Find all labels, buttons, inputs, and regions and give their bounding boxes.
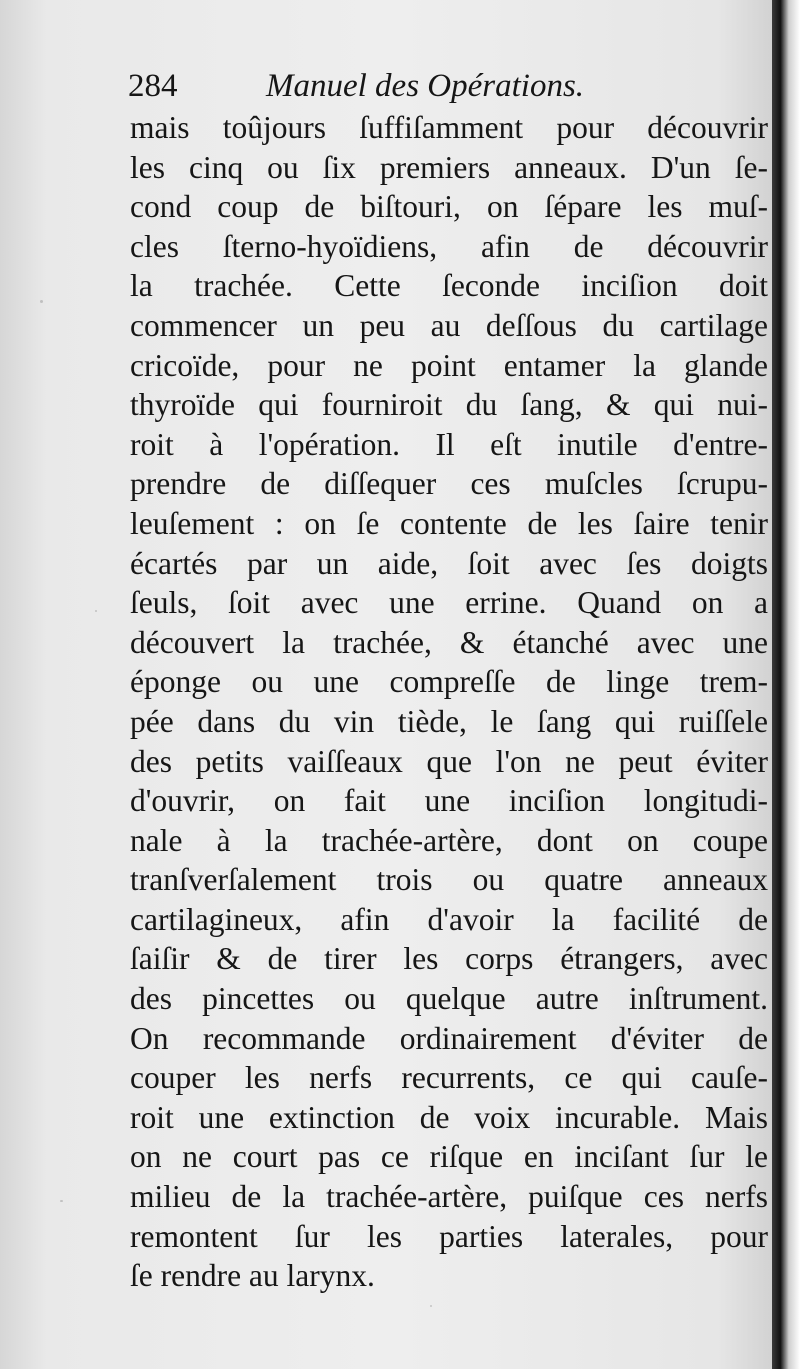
text-line: d'ouvrir, on fait une inciſion longitudi-: [130, 783, 768, 819]
text-line: cricoïde, pour ne point entamer la glande: [130, 347, 768, 383]
text-line: nale à la trachée-artère, dont on coupe: [130, 822, 768, 858]
text-line: thyroïde qui fourniroit du ſang, & qui nui-: [130, 387, 768, 423]
text-line: prendre de diſſequer ces muſcles ſcrupu-: [130, 466, 768, 502]
text-line: ſaiſir & de tirer les corps étrangers, avec: [130, 941, 768, 977]
page-edge-shadow: [772, 0, 800, 1369]
paper-speck: [40, 300, 43, 303]
text-line: milieu de la trachée-artère, puiſque ces nerfs: [130, 1179, 768, 1215]
text-line: des petits vaiſſeaux que l'on ne peut éviter: [130, 743, 768, 779]
running-title: Manuel des Opérations.: [266, 68, 585, 104]
paper-speck: [430, 1305, 432, 1307]
text-line: couper les nerfs recurrents, ce qui cauſe-: [130, 1060, 768, 1096]
text-line: cartilagineux, afin d'avoir la facilité de: [130, 901, 768, 937]
text-line: leuſement : on ſe contente de les ſaire tenir: [130, 505, 768, 541]
text-line: on ne court pas ce riſque en inciſant ſur le: [130, 1139, 768, 1175]
text-line: découvert la trachée, & étanché avec une: [130, 624, 768, 660]
text-line: mais toûjours ſuffiſamment pour découvrir: [130, 110, 768, 145]
text-line: roit une extinction de voix incurable. Mais: [130, 1099, 768, 1135]
text-line: la trachée. Cette ſeconde inciſion doit: [130, 268, 768, 304]
text-line: cles ſterno-hyoïdiens, afin de découvrir: [130, 228, 768, 264]
text-line: On recommande ordinairement d'éviter de: [130, 1020, 768, 1056]
text-line: les cinq ou ſix premiers anneaux. D'un ſe-: [130, 149, 768, 185]
text-line: écartés par un aide, ſoit avec ſes doigts: [130, 545, 768, 581]
text-line: cond coup de biſtouri, on ſépare les muſ-: [130, 189, 768, 225]
body-text: [130, 108, 768, 1296]
text-line: remontent ſur les parties laterales, pour: [130, 1218, 768, 1254]
text-line: roit à l'opération. Il eſt inutile d'entre-: [130, 426, 768, 462]
text-line: ſe rendre au larynx.: [130, 1258, 375, 1294]
paper-speck: [95, 610, 97, 612]
text-line: pée dans du vin tiède, le ſang qui ruiſſele: [130, 703, 768, 739]
text-line: tranſverſalement trois ou quatre anneaux: [130, 862, 768, 898]
paper-speck: [60, 1200, 63, 1202]
running-head: [128, 60, 768, 112]
text-line: éponge ou une compreſſe de linge trem-: [130, 664, 768, 700]
text-line: ſeuls, ſoit avec une errine. Quand on a: [130, 585, 768, 621]
text-line: commencer un peu au deſſous du cartilage: [130, 307, 768, 343]
text-line: des pincettes ou quelque autre inſtrument.: [130, 981, 768, 1017]
page-number: 284: [128, 68, 178, 104]
